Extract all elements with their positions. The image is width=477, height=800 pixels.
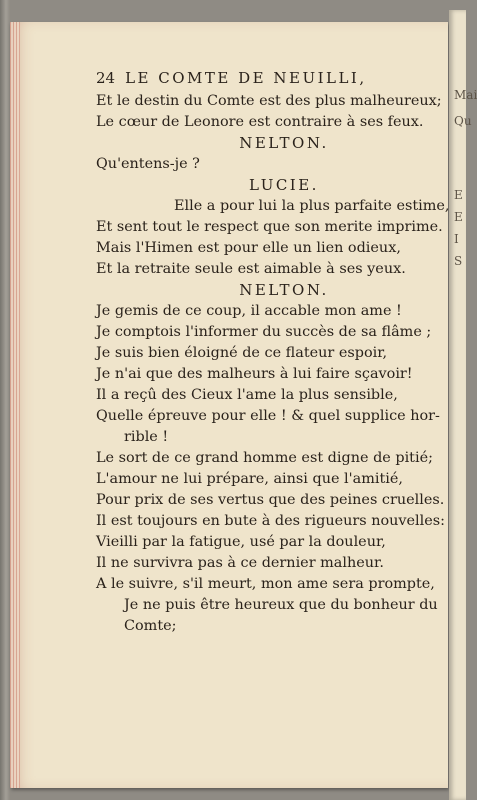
verse-line: Le sort de ce grand homme est digne de pitié;: [96, 450, 433, 466]
page-number: 24: [96, 69, 116, 87]
verse-line: Je n'ai que des malheurs à lui faire sçavoir!: [96, 366, 413, 382]
verse-line: Qu'entens-je ?: [96, 156, 200, 172]
verse-line: Quelle épreuve pour elle ! & quel supplice hor-: [96, 408, 440, 424]
facing-page-fragment: E: [454, 188, 463, 202]
verse-line: Et la retraite seule est aimable à ses yeux.: [96, 261, 406, 277]
verse-line: Pour prix de ses vertus que des peines cruelles.: [96, 492, 445, 508]
verse-line: L'amour ne lui prépare, ainsi que l'amitié,: [96, 471, 403, 487]
speaker-name: NELTON.: [239, 281, 329, 299]
verse-line: Je gemis de ce coup, il accable mon ame !: [96, 303, 402, 319]
page-edge: [10, 22, 20, 788]
verse-line: Comte;: [124, 618, 177, 634]
verse-line: Je ne puis être heureux que du bonheur du: [124, 597, 438, 613]
verse-line: Et sent tout le respect que son merite imprime.: [96, 219, 443, 235]
speaker-name: NELTON.: [239, 134, 329, 152]
verse-line: Le cœur de Leonore est contraire à ses feux.: [96, 114, 424, 130]
page-header: [96, 68, 436, 89]
facing-page-fragment: Qu: [454, 114, 472, 128]
facing-page-fragment: I: [454, 232, 459, 246]
verse-line: Il ne survivra pas à ce dernier malheur.: [96, 555, 384, 571]
verse-line: A le suivre, s'il meurt, mon ame sera prompte,: [96, 576, 435, 592]
play-text: [96, 91, 450, 637]
facing-page-edge: [449, 10, 477, 800]
speaker-name: LUCIE.: [249, 176, 319, 194]
verse-line: Il est toujours en bute à des rigueurs nouvelles:: [96, 513, 446, 529]
verse-line: Elle a pour lui la plus parfaite estime,: [174, 198, 450, 214]
verse-line: Je comptois l'informer du succès de sa flâme ;: [96, 324, 432, 340]
verse-line: Il a reçû des Cieux l'ame la plus sensible,: [96, 387, 398, 403]
facing-page-fragment: S: [454, 254, 463, 268]
verse-line: rible !: [124, 429, 169, 445]
running-head: LE COMTE DE NEUILLI,: [125, 69, 367, 87]
facing-page-fragment: E: [454, 210, 463, 224]
facing-page-fragment: Mai: [454, 88, 477, 102]
verse-line: Et le destin du Comte est des plus malheureux;: [96, 93, 442, 109]
verse-line: Vieilli par la fatigue, usé par la douleur,: [96, 534, 386, 550]
verse-line: Mais l'Himen est pour elle un lien odieux,: [96, 240, 401, 256]
page-text: [96, 68, 450, 637]
verse-line: Je suis bien éloigné de ce flateur espoir,: [96, 345, 388, 361]
